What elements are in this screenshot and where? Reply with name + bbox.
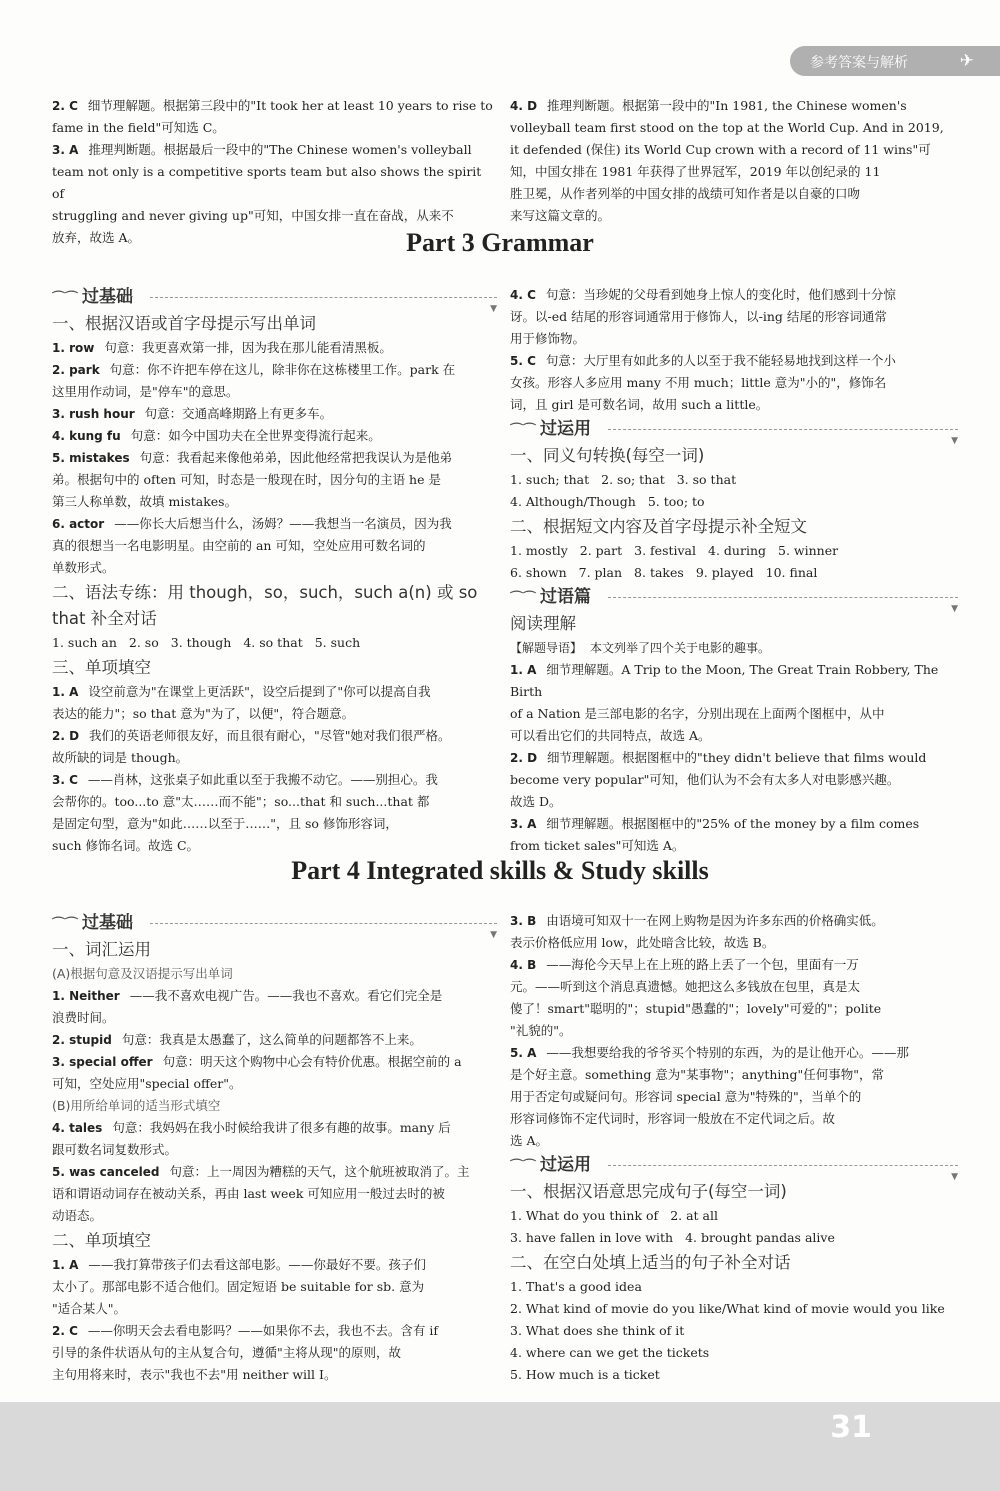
section-bar [510, 416, 958, 446]
fill-answer: 1. That's a good idea [510, 1279, 642, 1294]
top-right-column [510, 95, 958, 227]
answer-line [510, 1064, 958, 1086]
answer-text: from ticket sales"可知选 A。 [510, 838, 685, 853]
answer-line [52, 117, 497, 139]
fill-answer: 8. takes [634, 565, 684, 580]
part4-left-column [52, 910, 497, 1386]
fill-row [510, 1227, 958, 1249]
answer-text: 女孩。形容人多应用 many 不用 much；little 意为"小的"，修饰名 [510, 375, 887, 390]
answer-text: become very popular"可知，他们认为不会有太多人对电影感兴趣。 [510, 772, 900, 787]
section-mark-icon: ⌒⌒ [52, 291, 79, 306]
heading: 二、根据短文内容及首字母提示补全短文 [510, 517, 807, 536]
answer-text: ——海伦今天早上在上班的路上丢了一个包，里面有一万 [546, 957, 859, 972]
answer-number: 5. mistakes [52, 451, 130, 465]
fill-answer: 1. What do you think of [510, 1208, 659, 1223]
page-number: 31 [830, 1410, 872, 1445]
answer-line [52, 403, 497, 425]
chevron-down-icon: ▼ [490, 304, 497, 314]
answer-text: 是固定句型，意为"如此……以至于……"，且 so 修饰形容词， [52, 816, 398, 831]
answer-text: 用于否定句或疑问句。形容词 special 意为"特殊的"，当单个的 [510, 1089, 862, 1104]
heading: 阅读理解 [510, 614, 576, 633]
answer-line [510, 1086, 958, 1108]
answer-line [510, 284, 958, 306]
answer-text: 跟可数名词复数形式。 [52, 1142, 178, 1157]
heading: (B)用所给单词的适当形式填空 [52, 1098, 221, 1113]
answer-text: 单数形式。 [52, 560, 115, 575]
part3-title: Part 3 Grammar [406, 228, 594, 257]
fill-answer: 4. brought pandas alive [685, 1230, 835, 1245]
answer-text: 第三人称单数，故填 mistakes。 [52, 494, 238, 509]
answer-line [510, 725, 958, 747]
part4-title: Part 4 Integrated skills & Study skills [291, 856, 709, 885]
fill-answer: 3. festival [634, 543, 697, 558]
answer-line [52, 447, 497, 469]
fill-row [510, 1320, 958, 1342]
answer-text: 故选 D。 [510, 794, 562, 809]
answer-line [510, 1108, 958, 1130]
answer-line [510, 117, 958, 139]
answer-line [52, 1073, 497, 1095]
fill-row [510, 540, 958, 562]
answer-line [52, 139, 497, 161]
top-left-column [52, 95, 497, 249]
fill-row [52, 632, 497, 654]
fill-answer: 1. such an [52, 635, 117, 650]
answer-line [52, 769, 497, 791]
part3-left-column [52, 284, 497, 857]
answer-text: 表示价格低应用 low，此处暗含比较，故选 B。 [510, 935, 775, 950]
answer-line [510, 769, 958, 791]
fill-answer: 2. What kind of movie do you like/What kind of movie would you like [510, 1301, 945, 1316]
answer-text: 推理判断题。根据第一段中的"In 1981, the Chinese women's [547, 98, 907, 113]
answer-text: 句意：我看起来像他弟弟，因此他经常把我误认为是他弟 [139, 450, 453, 465]
answer-number: 5. A [510, 1046, 537, 1060]
answer-line [510, 161, 958, 183]
answer-text: 由语境可知双十一在网上购物是因为许多东西的价格确实低。 [546, 913, 884, 928]
answer-line [510, 306, 958, 328]
fill-answer: 10. final [765, 565, 818, 580]
answer-text: 引导的条件状语从句的主从复合句，遵循"主将从现"的原则，故 [52, 1345, 402, 1360]
answer-text: 主句用将来时，表示"我也不去"用 neither will I。 [52, 1367, 337, 1382]
answer-line [52, 1342, 497, 1364]
answer-number: 4. kung fu [52, 429, 121, 443]
heading: 一、根据汉语意思完成句子(每空一词) [510, 1182, 787, 1201]
section-divider [150, 923, 497, 924]
answer-line [510, 998, 958, 1020]
heading: 一、词汇运用 [52, 940, 151, 959]
chevron-down-icon: ▼ [951, 604, 958, 614]
chevron-down-icon: ▼ [951, 1172, 958, 1182]
answer-number: 1. A [52, 1258, 79, 1272]
answer-number: 1. A [52, 685, 79, 699]
answer-text: 句意：你不许把车停在这儿，除非你在这栋楼里工作。park 在 [109, 362, 456, 377]
answer-line [52, 1364, 497, 1386]
answer-line [52, 491, 497, 513]
section-divider [608, 597, 958, 598]
answer-text: 细节理解题。根据第三段中的"It took her at least 10 years to rise to [87, 98, 493, 113]
answer-line [52, 791, 497, 813]
fill-answer: 2. part [579, 543, 623, 558]
answer-line [52, 337, 497, 359]
section-title: 过基础 [82, 913, 134, 933]
part4-right-column [510, 910, 958, 1386]
section-mark-icon: ⌒⌒ [510, 423, 537, 438]
answer-text: ——你长大后想当什么，汤姆？——我想当一名演员，因为我 [114, 516, 452, 531]
answer-line [510, 350, 958, 372]
answer-line [52, 1117, 497, 1139]
fill-answer: 5. too; to [647, 494, 705, 509]
answer-line [52, 425, 497, 447]
answer-text: 是个好主意。something 意为"某事物"；anything"任何事物"，常 [510, 1067, 884, 1082]
fill-answer: 4. Although/Though [510, 494, 636, 509]
fill-answer: 3. What does she think of it [510, 1323, 685, 1338]
answer-line [52, 1051, 497, 1073]
heading: (A)根据句意及汉语提示写出单词 [52, 966, 233, 981]
answer-line [510, 1042, 958, 1064]
fill-answer: 5. such [314, 635, 361, 650]
fill-row [510, 1276, 958, 1298]
answer-line [52, 469, 497, 491]
fill-answer: 2. at all [670, 1208, 718, 1223]
guide-text: 本文列举了四个关于电影的趣事。 [590, 641, 771, 655]
section-bar [510, 584, 958, 614]
answer-number: 2. C [52, 1324, 78, 1338]
answer-text: such 修饰名词。故选 C。 [52, 838, 200, 853]
page-footer [0, 1402, 1000, 1491]
answer-line [510, 372, 958, 394]
answer-text: 细节理解题。根据图框中的"they didn't believe that films would [547, 750, 927, 765]
answer-number: 3. A [510, 817, 537, 831]
answer-line [510, 659, 958, 703]
answer-text: 故所缺的词是 though。 [52, 750, 189, 765]
section-bar [52, 284, 497, 314]
heading: 二、语法专练：用 though，so，such，such a(n) 或 so [52, 583, 478, 602]
answer-text: 设空前意为"在课堂上更活跃"，设空后提到了"你可以提高自我 [88, 684, 431, 699]
answer-line [52, 747, 497, 769]
heading: 一、根据汉语或首字母提示写出单词 [52, 314, 316, 333]
reading-guide [510, 637, 958, 659]
answer-text: 句意：交通高峰期路上有更多车。 [144, 406, 333, 421]
answer-line [510, 791, 958, 813]
answer-line [52, 1205, 497, 1227]
answer-line [52, 813, 497, 835]
answer-line [52, 1139, 497, 1161]
fill-answer: 5. How much is a ticket [510, 1367, 660, 1382]
answer-text: 句意：大厅里有如此多的人以至于我不能轻易地找到这样一个小 [545, 353, 896, 368]
heading: 三、单项填空 [52, 658, 151, 677]
answer-text: 句意：上一周因为糟糕的天气，这个航班被取消了。主 [169, 1164, 470, 1179]
fill-answer: 3. though [170, 635, 232, 650]
answer-text: ——我打算带孩子们去看这部电影。——你最好不要。孩子们 [88, 1257, 426, 1272]
answer-line [510, 205, 958, 227]
answer-text: team not only is a competitive sports team but also shows the spirit of [52, 164, 482, 201]
answer-text: 表达的能力"；so that 意为"为了，以便"，符合题意。 [52, 706, 355, 721]
answer-text: 词，且 girl 是可数名词，故用 such a little。 [510, 397, 769, 412]
answer-text: 浪费时间。 [52, 1010, 115, 1025]
answer-line [510, 932, 958, 954]
heading: 二、单项填空 [52, 1231, 151, 1250]
answer-line [52, 161, 497, 205]
answer-line [510, 328, 958, 350]
header-title: 参考答案与解析 [810, 55, 908, 71]
fill-row [510, 562, 958, 584]
answer-text: 句意：如今中国功夫在全世界变得流行起来。 [130, 428, 381, 443]
answer-text: ——我想要给我的爷爷买个特别的东西，为的是让他开心。——那 [546, 1045, 909, 1060]
answer-line [52, 1183, 497, 1205]
answer-text: 句意：我更喜欢第一排，因为我在那儿能看清黑板。 [104, 340, 392, 355]
answer-text: 弟。根据句中的 often 可知，时态是一般现在时，因分句的主语 he 是 [52, 472, 441, 487]
answer-text: 句意：我真是太愚蠢了，这么简单的问题都答不上来。 [121, 1032, 422, 1047]
section-divider [608, 1165, 958, 1166]
answer-text: "礼貌的"。 [510, 1023, 572, 1038]
fill-answer: 4. during [708, 543, 766, 558]
answer-text: 语和谓语动词存在被动关系，再由 last week 可知应用一般过去时的被 [52, 1186, 445, 1201]
answer-line [510, 910, 958, 932]
answer-number: 4. B [510, 958, 537, 972]
part3-right-column [510, 284, 958, 857]
answer-line [510, 183, 958, 205]
answer-text: 太小了。那部电影不适合他们。固定短语 be suitable for sb. 意为 [52, 1279, 425, 1294]
answer-number: 4. D [510, 99, 538, 113]
answer-line [52, 95, 497, 117]
answer-number: 3. C [52, 773, 78, 787]
answer-line [52, 1298, 497, 1320]
answer-number: 3. B [510, 914, 537, 928]
heading: that 补全对话 [52, 609, 157, 628]
answer-number: 2. D [510, 751, 538, 765]
chevron-down-icon: ▼ [951, 436, 958, 446]
answer-line [510, 747, 958, 769]
answer-line [510, 813, 958, 835]
fill-answer: 1. mostly [510, 543, 568, 558]
answer-number: 3. special offer [52, 1055, 153, 1069]
answer-text: 胜卫冕，从作者列举的中国女排的战绩可知作者是以自豪的口吻 [510, 186, 861, 201]
section-bar [52, 910, 497, 940]
heading: 一、同义句转换(每空一词) [510, 446, 705, 465]
answer-number: 1. Neither [52, 989, 120, 1003]
answer-line [52, 681, 497, 703]
answer-line [52, 381, 497, 403]
section-title: 过运用 [540, 1155, 592, 1175]
answer-line [510, 1020, 958, 1042]
answer-text: ——肖林，这张桌子如此重以至于我搬不动它。——别担心。我 [87, 772, 438, 787]
fill-answer: 7. plan [578, 565, 623, 580]
header-tab [790, 46, 1000, 76]
answer-number: 2. park [52, 363, 100, 377]
answer-number: 6. actor [52, 517, 105, 531]
section-bar [510, 1152, 958, 1182]
fill-row [510, 491, 958, 513]
chevron-down-icon: ▼ [490, 930, 497, 940]
fill-answer: 5. winner [778, 543, 839, 558]
fill-answer: 4. where can we get the tickets [510, 1345, 710, 1360]
answer-number: 1. A [510, 663, 537, 677]
answer-line [52, 359, 497, 381]
answer-line [52, 703, 497, 725]
rocket-icon: ✈ [959, 51, 974, 71]
section-divider [150, 297, 497, 298]
answer-line [510, 95, 958, 117]
answer-text: volleyball team first stood on the top at the World Cup. And in 2019, [510, 120, 944, 135]
fill-row [510, 1298, 958, 1320]
answer-text: 来写这篇文章的。 [510, 208, 611, 223]
answer-text: 细节理解题。根据图框中的"25% of the money by a film comes [546, 816, 920, 831]
answer-text: 元。——听到这个消息真遗憾。她把这么多钱放在包里，真是太 [510, 979, 861, 994]
answer-line [52, 557, 497, 579]
answer-number: 2. stupid [52, 1033, 112, 1047]
answer-text: 细节理解题。A Trip to the Moon, The Great Train Robbery, The Birth [510, 662, 939, 699]
fill-answer: 6. shown [510, 565, 567, 580]
answer-text: 傻了！smart"聪明的"；stupid"愚蠢的"；lovely"可爱的"；polite [510, 1001, 882, 1016]
answer-text: 这里用作动词，是"停车"的意思。 [52, 384, 239, 399]
answer-text: "适合某人"。 [52, 1301, 126, 1316]
answer-text: 真的很想当一名电影明星。由空前的 an 可知，空处应用可数名词的 [52, 538, 426, 553]
answer-number: 3. A [52, 143, 79, 157]
answer-line [52, 1320, 497, 1342]
fill-row [510, 1364, 958, 1386]
answer-text: 用于修饰物。 [510, 331, 586, 346]
section-divider [608, 429, 958, 430]
fill-answer: 4. so that [243, 635, 303, 650]
answer-number: 4. C [510, 288, 536, 302]
answer-line [510, 835, 958, 857]
answer-line [510, 139, 958, 161]
answer-line [510, 703, 958, 725]
fill-answer: 9. played [695, 565, 754, 580]
answer-line [52, 1276, 497, 1298]
answer-text: 知，中国女排在 1981 年获得了世界冠军，2019 年以创纪录的 11 [510, 164, 881, 179]
answer-text: it defended (保住) its World Cup crown with a record of 11 wins"可 [510, 142, 931, 157]
section-title: 过语篇 [540, 587, 592, 607]
answer-text: 放弃，故选 A。 [52, 230, 141, 245]
answer-text: ——你明天会去看电影吗？——如果你不去，我也不去。含有 if [87, 1323, 439, 1338]
fill-answer: 3. so that [676, 472, 737, 487]
answer-text: 形容词修饰不定代词时，形容词一般放在不定代词之后。故 [510, 1111, 836, 1126]
fill-answer: 2. so [128, 635, 159, 650]
fill-answer: 1. such; that [510, 472, 590, 487]
answer-text: 句意：明天这个购物中心会有特价优惠。根据空前的 a [162, 1054, 462, 1069]
answer-text: of a Nation 是三部电影的名字，分别出现在上面两个图框中，从中 [510, 706, 885, 721]
section-title: 过基础 [82, 287, 134, 307]
answer-text: 可知，空处应用"special offer"。 [52, 1076, 242, 1091]
answer-number: 3. rush hour [52, 407, 135, 421]
heading: 二、在空白处填上适当的句子补全对话 [510, 1253, 791, 1272]
answer-text: 句意：我妈妈在我小时候给我讲了很多有趣的故事。many 后 [112, 1120, 451, 1135]
answer-text: 句意：当珍妮的父母看到她身上惊人的变化时，他们感到十分惊 [545, 287, 896, 302]
fill-answer: 2. so; that [601, 472, 665, 487]
section-mark-icon: ⌒⌒ [510, 1159, 537, 1174]
answer-line [510, 394, 958, 416]
answer-number: 4. tales [52, 1121, 103, 1135]
answer-line [52, 205, 497, 227]
answer-number: 5. was canceled [52, 1165, 160, 1179]
answer-line [510, 1130, 958, 1152]
answer-line [52, 1029, 497, 1051]
answer-text: 选 A。 [510, 1133, 549, 1148]
answer-line [52, 513, 497, 535]
section-title: 过运用 [540, 419, 592, 439]
answer-line [510, 976, 958, 998]
answer-number: 2. C [52, 99, 78, 113]
answer-text: ——我不喜欢电视广告。——我也不喜欢。看它们完全是 [129, 988, 443, 1003]
answer-line [52, 835, 497, 857]
answer-line [52, 535, 497, 557]
answer-line [52, 725, 497, 747]
answer-number: 1. row [52, 341, 95, 355]
answer-line [52, 1161, 497, 1183]
section-mark-icon: ⌒⌒ [510, 591, 537, 606]
answer-line [52, 985, 497, 1007]
fill-row [510, 1342, 958, 1364]
answer-text: 讶。以-ed 结尾的形容词通常用于修饰人，以-ing 结尾的形容词通常 [510, 309, 887, 324]
answer-number: 5. C [510, 354, 536, 368]
fill-row [510, 1205, 958, 1227]
section-mark-icon: ⌒⌒ [52, 917, 79, 932]
fill-row [510, 469, 958, 491]
guide-label: 【解题导语】 [510, 641, 583, 655]
answer-text: 动语态。 [52, 1208, 103, 1223]
answer-line [52, 1007, 497, 1029]
answer-number: 2. D [52, 729, 80, 743]
answer-text: 会帮你的。too...to 意"太……而不能"；so...that 和 such...that 都 [52, 794, 430, 809]
answer-text: struggling and never giving up"可知，中国女排一直在奋战，从来不 [52, 208, 454, 223]
answer-text: 可以看出它们的共同特点，故选 A。 [510, 728, 711, 743]
answer-text: 推理判断题。根据最后一段中的"The Chinese women's volleyball [88, 142, 472, 157]
fill-answer: 3. have fallen in love with [510, 1230, 674, 1245]
answer-text: fame in the field"可知选 C。 [52, 120, 225, 135]
answer-line [52, 1254, 497, 1276]
answer-text: 我们的英语老师很友好，而且很有耐心，"尽管"她对我们很严格。 [89, 728, 451, 743]
answer-line [510, 954, 958, 976]
